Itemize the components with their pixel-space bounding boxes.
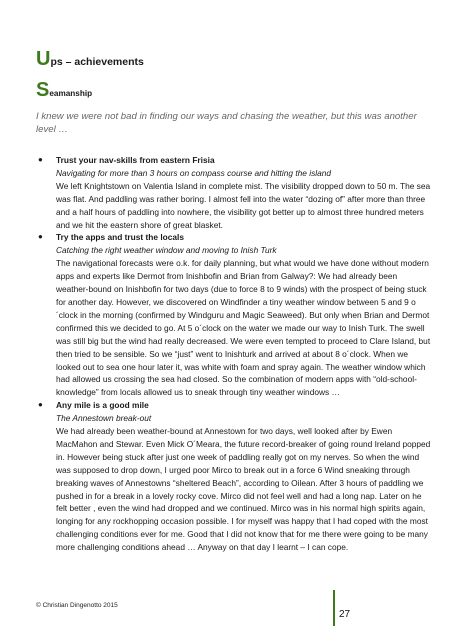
heading-initial: U xyxy=(36,48,51,70)
bullet-icon: ● xyxy=(38,400,43,410)
bullet-icon: ● xyxy=(38,232,43,242)
item-title: Trust your nav-skills from eastern Frisia xyxy=(56,155,215,165)
item-subtitle: Navigating for more than 3 hours on compass course and hitting the island xyxy=(56,167,332,178)
item-subtitle: The Annestown break-out xyxy=(56,413,152,424)
subheading-initial: S xyxy=(36,79,50,101)
subsection-heading xyxy=(36,79,92,102)
list-item xyxy=(36,231,431,399)
bullet-icon: ● xyxy=(38,155,43,164)
page-number: 27 xyxy=(339,609,351,620)
list-item xyxy=(36,154,431,231)
item-title: Any mile is a good mile xyxy=(56,400,149,411)
subheading-text: eamanship xyxy=(49,89,93,98)
heading-text: ps – achievements xyxy=(50,56,144,68)
achievement-list xyxy=(36,154,431,554)
section-heading xyxy=(36,48,144,71)
item-subtitle: Catching the right weather window and moving to Inish Turk xyxy=(56,245,277,256)
item-body: The navigational forecasts were o.k. for daily planning, but what would we have done without modern apps and experts like Dermot from Inishbofin and Brian from Galway?: We had already been weather-bound on Inishbofin for two days (due to force 8 to 9 winds) with the prospect of being stuck for another day. However, we discovered on Windfinder a tiny weather window between 5 and 9 o´clock in the morning (confirmed by Windguru and Magic Seaweed). But only when Brian and Dermot confirmed this we decided to go. At 5 o´clock on the water we made our way to Inish Turk. The swell was still big but the wind had really decreased. We were even tempted to proceed to Clare Island, but then tried to be sensible. So we “just” went to Inishturk and arrived at about 8 o´clock. When we looked out to sea one hour later it, was white with foam and spray again. The weather window which had allowed us crossing the sea had closed. So the combination of modern apps with “old-school-knowledge” from locals allowed us to sneak through tiny weather windows … xyxy=(56,258,431,398)
item-body: We left Knightstown on Valentia Island in complete mist. The visibility dropped down to 50 m. The sea was flat. And paddling was rather boring. I almost fell into the water “dozing of” after more than three and a half hours of paddling into nowhere, the visibility got better up to almost three hundred meters and we hit the eastern shore of great blasket. xyxy=(56,180,431,230)
copyright-notice: © Christian Dingenotto 2015 xyxy=(36,602,118,609)
list-item xyxy=(36,399,431,554)
page-number-rule xyxy=(333,590,335,626)
intro-paragraph: I knew we were not bad in finding our ways and chasing the weather, but this was another level … xyxy=(36,111,417,135)
item-title: Try the apps and trust the locals xyxy=(56,232,184,243)
item-body: We had already been weather-bound at Annestown for two days, well looked after by Ewen MacMahon and Stewar. Even Mick O´Meara, the future record-breaker of going round Ireland popped in. However being stuck after just one week of paddling really got on my nerves. So when the wind was supposed to drop down, I urged poor Mirco to break out in a force 6 Wind sneaking through breaking waves of Annestowns “sheltered Beach”, according to Oilean. After 3 hours of paddling we pushed in for a break in a lovely rocky cove. Mirco did not feel well and had a long nap. Later on he felt better , even the wind had dropped and we continued. Mirco was in his normal high spirits again, longing for any rockhopping occasion possible. I for myself was happy that I had coped with the most challenging conditions ever for me. Good that I did not know that for me there were going to be many more challenging conditions ahead … Anyway on that day I learnt – I can cope. xyxy=(56,426,431,553)
